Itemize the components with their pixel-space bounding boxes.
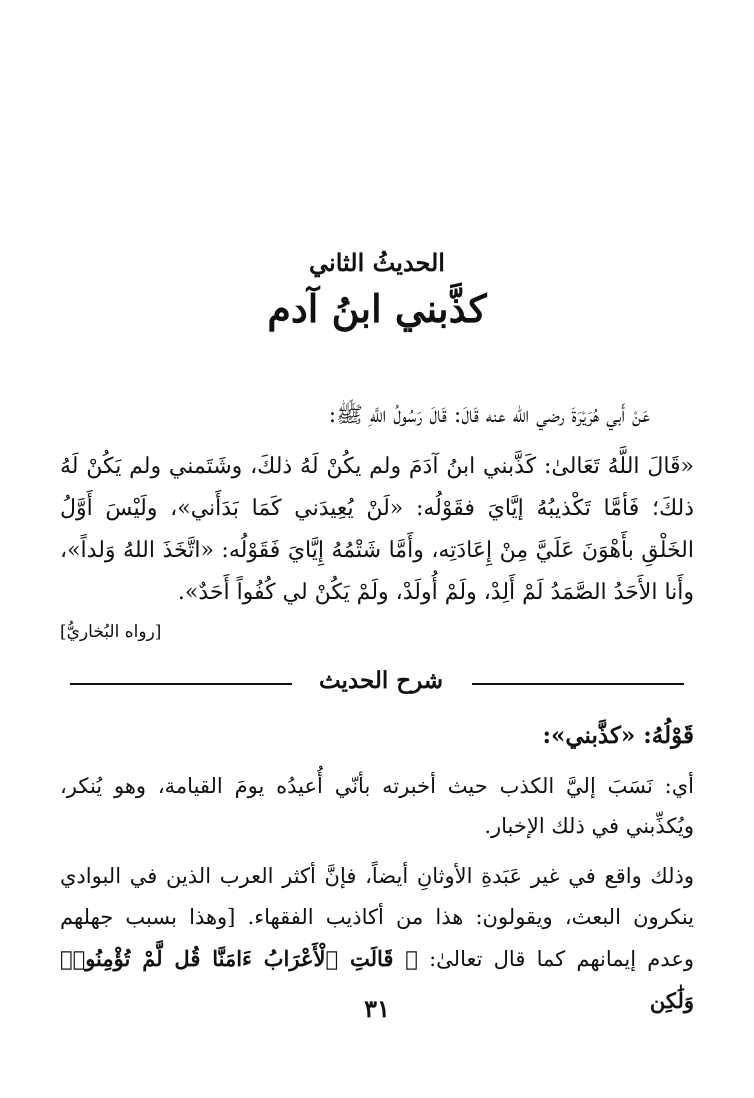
section-divider bbox=[60, 667, 694, 697]
divider-line-left bbox=[70, 683, 292, 685]
hadith-title: كذَّبني ابنُ آدم bbox=[267, 286, 487, 331]
quran-quote: ﴿ قَالَتِ ٱلْأَعْرَابُ ءَامَنَّا قُل لَّمْ تُؤْمِنُوا۟ وَلَٰكِن bbox=[60, 946, 694, 1013]
section-title: شرح الحديث bbox=[318, 667, 444, 694]
divider-line-right bbox=[472, 683, 684, 685]
commentary-lemma: قَوْلُهُ: «كذَّبني»: bbox=[542, 722, 694, 749]
hadith-isnad: عَنْ أَبي هُرَيْرَةَ رضي الله عنه قَالَ: قَالَ رَسُولُ اللَّهِ ﷺ: bbox=[328, 403, 650, 428]
hadith-source: [رواه البُخاريُّ] bbox=[60, 622, 162, 642]
commentary-paragraph: أي: نَسَبَ إليَّ الكذب حيث أخبرته بأنّي أُعيدُه يومَ القيامة، وهو يُنكر، ويُكذِّبني في ذلك الإخبار. bbox=[60, 774, 694, 838]
hadith-text: «قَالَ اللَّهُ تَعَالىٰ: كَذَّبني ابنُ آدَمَ ولم يكُنْ لَهُ ذلكَ، وشَتَمني ولم يَكُنْ لَهُ ذلكَ؛ فَأمَّا تَكْذيبُهُ إيَّايَ فقَوْلُه: «لَنْ يُعِيدَني كَمَا بَدَأَني»، ولَيْسَ أَوَّلُ الخَلْقِ بأَهْوَنَ عَلَيَّ مِنْ إِعَادَتِه، وأَمَّا شَتْمُهُ إِيَّايَ فَقَوْلُه: «اتَّخَذَ اللهُ وَلداً»، وأَنا الأَحَدُ الصَّمَدُ لَمْ أَلِدْ، ولَمْ أُولَدْ، ولَمْ يَكُنْ لي كُفُواً أَحَدٌ». bbox=[60, 454, 694, 605]
paragraph-text: وذلك واقع في غير عَبَدةِ الأوثانِ أيضاً، فإنَّ أكثر العرب الذين في البوادي ينكرون البعث، ويقولون: هذا من أكاذيب الفقهاء. [وهذا بسبب جهلهم وعدم إيمانهم كما قال تعالىٰ: bbox=[60, 864, 694, 971]
page-number: ٣١ bbox=[364, 994, 390, 1023]
hadith-number-heading: الحديثُ الثاني bbox=[309, 248, 445, 277]
